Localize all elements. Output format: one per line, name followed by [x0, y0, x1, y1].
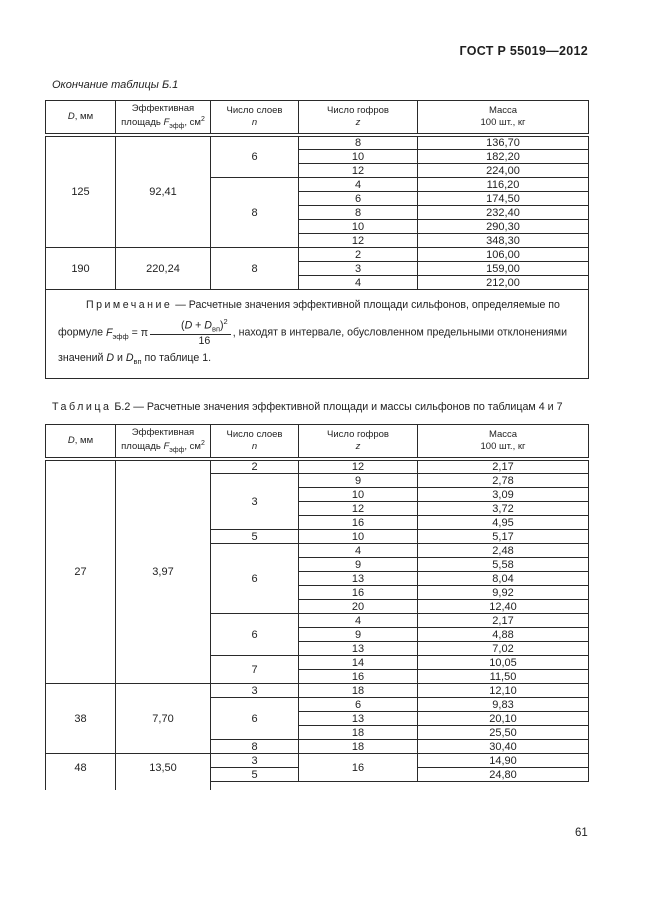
table-cell: 6 — [211, 614, 299, 656]
table-b1-caption: Окончание таблицы Б.1 — [52, 79, 179, 91]
table-cell: 7,02 — [418, 642, 589, 656]
table-b2-container — [45, 424, 588, 791]
table-cell: 20,10 — [418, 712, 589, 726]
cut-border-stub — [210, 782, 211, 790]
table-cell: 8,04 — [418, 572, 589, 586]
table-cell: 8 — [299, 135, 418, 150]
table-cell: 220,24 — [116, 248, 211, 290]
table-cell: 136,70 — [418, 135, 589, 150]
table-cell: 125 — [46, 135, 116, 248]
table-cell: 27 — [46, 459, 116, 684]
table-cell: 2,78 — [418, 474, 589, 488]
table-cell: 174,50 — [418, 192, 589, 206]
table-cell: 5 — [211, 768, 299, 782]
table-cell: 2,48 — [418, 544, 589, 558]
column-header: D, мм — [46, 425, 116, 460]
table-b1-container — [45, 100, 588, 379]
table-b1 — [45, 100, 589, 379]
table-note: Примечание — Расчетные значения эффективной площади сильфонов, определяемые по формуле $F_{эфф} = \pi$ $\frac{(D + D_{вп})^2}{16}$ , находят в интервале, обусловленном предельными отклонениями значений D и $D_{вп}$ по таблице 1. — [46, 290, 589, 379]
table-cell: 4 — [299, 276, 418, 290]
table-cell: 5,17 — [418, 530, 589, 544]
table-cell: 30,40 — [418, 740, 589, 754]
table-row — [46, 248, 589, 262]
table-cell: 9,83 — [418, 698, 589, 712]
table-row — [46, 684, 589, 698]
table-cell: 6 — [211, 698, 299, 740]
table-cell: 6 — [299, 192, 418, 206]
column-header: D, мм — [46, 101, 116, 136]
table-cell: 3 — [211, 474, 299, 530]
standard-number: ГОСТ Р 55019—2012 — [459, 44, 588, 58]
table-cell: 2 — [299, 248, 418, 262]
cut-border-stub — [45, 782, 46, 790]
table-cell: 6 — [211, 544, 299, 614]
table-cell: 182,20 — [418, 150, 589, 164]
table-cell: 232,40 — [418, 206, 589, 220]
table-b2-caption-text: Б.2 — Расчетные значения эффективной площади и массы сильфонов по таблицам 4 и 7 — [111, 401, 563, 413]
table-cell: 13 — [299, 712, 418, 726]
column-header: Эффективная площадь $F_{эфф}$, $см^2$ — [116, 425, 211, 460]
table-cell: 8 — [211, 248, 299, 290]
table-cell: 6 — [299, 698, 418, 712]
table-row — [46, 754, 589, 768]
table-cell: 4,88 — [418, 628, 589, 642]
table-cell: 2,17 — [418, 459, 589, 474]
table-cell: 212,00 — [418, 276, 589, 290]
column-header: Число гофров z — [299, 425, 418, 460]
column-header: Число слоев n — [211, 425, 299, 460]
table-cell: 14,90 — [418, 754, 589, 768]
table-cell: 12 — [299, 459, 418, 474]
column-header: Масса 100 шт., кг — [418, 425, 589, 460]
table-cell: 3 — [299, 262, 418, 276]
table-cell: 224,00 — [418, 164, 589, 178]
table-cell: 7,70 — [116, 684, 211, 754]
table-b2 — [45, 424, 589, 782]
table-cell: 6 — [211, 135, 299, 178]
table-cell: 9 — [299, 474, 418, 488]
table-cell: 3,72 — [418, 502, 589, 516]
table-cell: 8 — [299, 206, 418, 220]
table-cell: 16 — [299, 670, 418, 684]
table-cell: 4 — [299, 614, 418, 628]
table-cell: 290,30 — [418, 220, 589, 234]
table-cell: 3,09 — [418, 488, 589, 502]
table-b2-caption — [52, 401, 595, 413]
table-cell: 7 — [211, 656, 299, 684]
table-cell: 18 — [299, 740, 418, 754]
table-cell: 25,50 — [418, 726, 589, 740]
table-cell: 13 — [299, 572, 418, 586]
table-row — [46, 459, 589, 474]
table-cell: 12 — [299, 164, 418, 178]
table-cell: 10 — [299, 488, 418, 502]
cut-border-stub — [115, 782, 116, 790]
page-cut-border-stubs — [45, 782, 588, 791]
table-cell: 348,30 — [418, 234, 589, 248]
table-cell: 48 — [46, 754, 116, 782]
table-cell: 13,50 — [116, 754, 211, 782]
header-row — [46, 101, 589, 136]
table-cell: 10 — [299, 530, 418, 544]
page-number: 61 — [575, 827, 588, 839]
table-cell: 38 — [46, 684, 116, 754]
table-cell: 12 — [299, 234, 418, 248]
table-cell: 190 — [46, 248, 116, 290]
column-header: Масса 100 шт., кг — [418, 101, 589, 136]
table-cell: 4,95 — [418, 516, 589, 530]
table-cell: 4 — [299, 178, 418, 192]
table-cell: 9 — [299, 558, 418, 572]
table-cell: 9,92 — [418, 586, 589, 600]
header-row — [46, 425, 589, 460]
table-cell: 12 — [299, 502, 418, 516]
table-cell: 24,80 — [418, 768, 589, 782]
table-cell: 12,10 — [418, 684, 589, 698]
table-cell: 8 — [211, 740, 299, 754]
column-header: Число слоев n — [211, 101, 299, 136]
table-cell: 5,58 — [418, 558, 589, 572]
table-cell: 3 — [211, 754, 299, 768]
table-cell: 116,20 — [418, 178, 589, 192]
table-cell: 3,97 — [116, 459, 211, 684]
table-cell: 18 — [299, 726, 418, 740]
table-cell: 4 — [299, 544, 418, 558]
note-row — [46, 290, 589, 379]
table-cell: 8 — [211, 178, 299, 248]
table-cell: 2,17 — [418, 614, 589, 628]
table-cell: 12,40 — [418, 600, 589, 614]
table-b2-caption-label: Таблица — [52, 401, 112, 413]
table-cell: 16 — [299, 754, 418, 782]
table-cell: 10,05 — [418, 656, 589, 670]
table-cell: 16 — [299, 516, 418, 530]
column-header: Число гофров z — [299, 101, 418, 136]
table-cell: 18 — [299, 684, 418, 698]
table-cell: 106,00 — [418, 248, 589, 262]
table-cell: 20 — [299, 600, 418, 614]
table-cell: 16 — [299, 586, 418, 600]
table-cell: 10 — [299, 150, 418, 164]
column-header: Эффективная площадь $F_{эфф}$, $см^2$ — [116, 101, 211, 136]
table-cell: 10 — [299, 220, 418, 234]
table-cell: 9 — [299, 628, 418, 642]
table-cell: 2 — [211, 459, 299, 474]
table-row — [46, 135, 589, 150]
table-cell: 92,41 — [116, 135, 211, 248]
table-cell: 13 — [299, 642, 418, 656]
table-cell: 14 — [299, 656, 418, 670]
table-cell: 11,50 — [418, 670, 589, 684]
table-cell: 3 — [211, 684, 299, 698]
table-cell: 5 — [211, 530, 299, 544]
table-cell: 159,00 — [418, 262, 589, 276]
